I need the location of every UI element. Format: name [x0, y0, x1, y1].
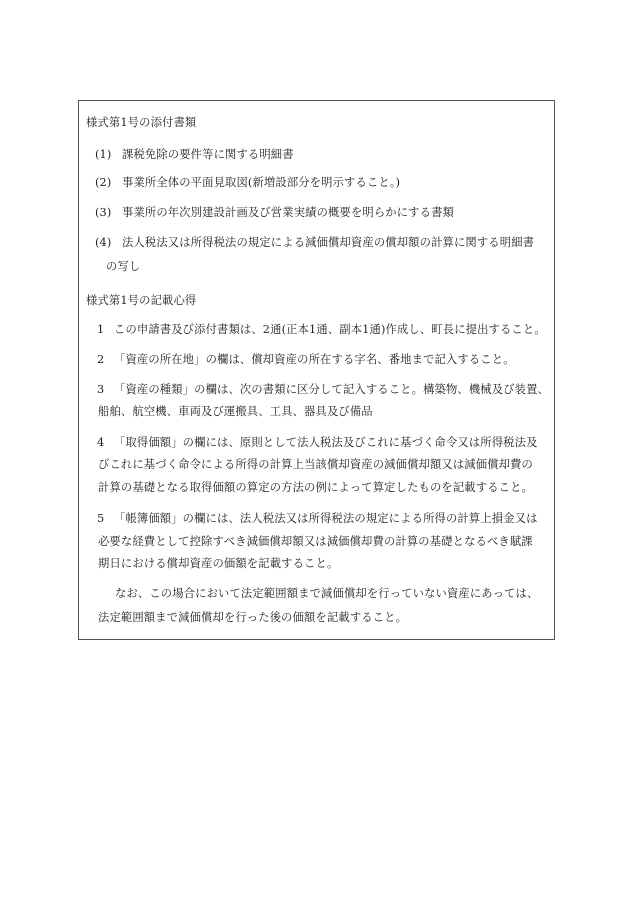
instruction-text-continuation: 期日における償却資産の価額を記載すること。	[98, 557, 339, 570]
attachment-number: (4)	[95, 236, 112, 249]
attachment-item	[95, 236, 534, 250]
note-text: なお、この場合において法定範囲額まで減価償却を行っていない資産にあっては、	[115, 587, 539, 600]
attachment-text: 事業所全体の平面見取図(新増設部分を明示すること。)	[122, 176, 401, 189]
attachment-text: 課税免除の要件等に関する明細書	[122, 148, 294, 161]
instruction-item	[97, 353, 515, 367]
instruction-text-continuation: 船舶、航空機、車両及び運搬具、工具、器具及び備品	[98, 405, 373, 418]
attachment-number: (1)	[95, 148, 112, 161]
instruction-number: 5	[97, 512, 105, 525]
instruction-text: 「取得価額」の欄には、原則として法人税法及びこれに基づく命令又は所得税法及	[114, 436, 538, 449]
attachment-number: (2)	[95, 176, 112, 189]
instruction-text: この申請書及び添付書類は、2通(正本1通、副本1通)作成し、町長に提出すること。	[114, 323, 546, 336]
attachments-heading: 様式第1号の添付書類	[86, 116, 197, 129]
instruction-number: 4	[97, 436, 105, 449]
instruction-item	[97, 436, 538, 450]
instruction-item	[97, 323, 546, 337]
note-text-continuation: 法定範囲額まで減価償却を行った後の価額を記載すること。	[98, 611, 408, 624]
instruction-text: 「帳簿価額」の欄には、法人税法又は所得税法の規定による所得の計算上損金又は	[114, 512, 538, 525]
attachment-number: (3)	[95, 206, 112, 219]
attachment-text: 法人税法又は所得税法の規定による減価償却資産の償却額の計算に関する明細書	[122, 236, 535, 249]
instructions-heading: 様式第1号の記載心得	[86, 294, 197, 307]
instruction-item	[97, 383, 549, 397]
attachment-item	[95, 176, 400, 190]
attachment-item	[95, 206, 454, 220]
instruction-item	[97, 512, 538, 526]
instruction-number: 1	[97, 323, 105, 336]
attachment-text-continuation: の写し	[106, 260, 141, 273]
instruction-text-continuation: 計算の基礎となる取得価額の算定の方法の例によって算定したものを記載すること。	[98, 481, 533, 494]
instruction-number: 2	[97, 353, 105, 366]
instruction-text-continuation: びこれに基づく命令による所得の計算上当該償却資産の減価償却額又は減価償却費の	[98, 458, 533, 471]
attachment-item	[95, 148, 294, 162]
instruction-text-continuation: 必要な経費として控除すべき減価償却額又は減価償却費の計算の基礎となるべき賦課	[98, 535, 533, 548]
instruction-text: 「資産の種類」の欄は、次の書類に区分して記入すること。構築物、機械及び装置、	[114, 383, 549, 396]
instruction-number: 3	[97, 383, 105, 396]
attachment-text: 事業所の年次別建設計画及び営業実績の概要を明らかにする書類	[122, 206, 454, 219]
instruction-text: 「資産の所在地」の欄は、償却資産の所在する字名、番地まで記入すること。	[114, 353, 515, 366]
